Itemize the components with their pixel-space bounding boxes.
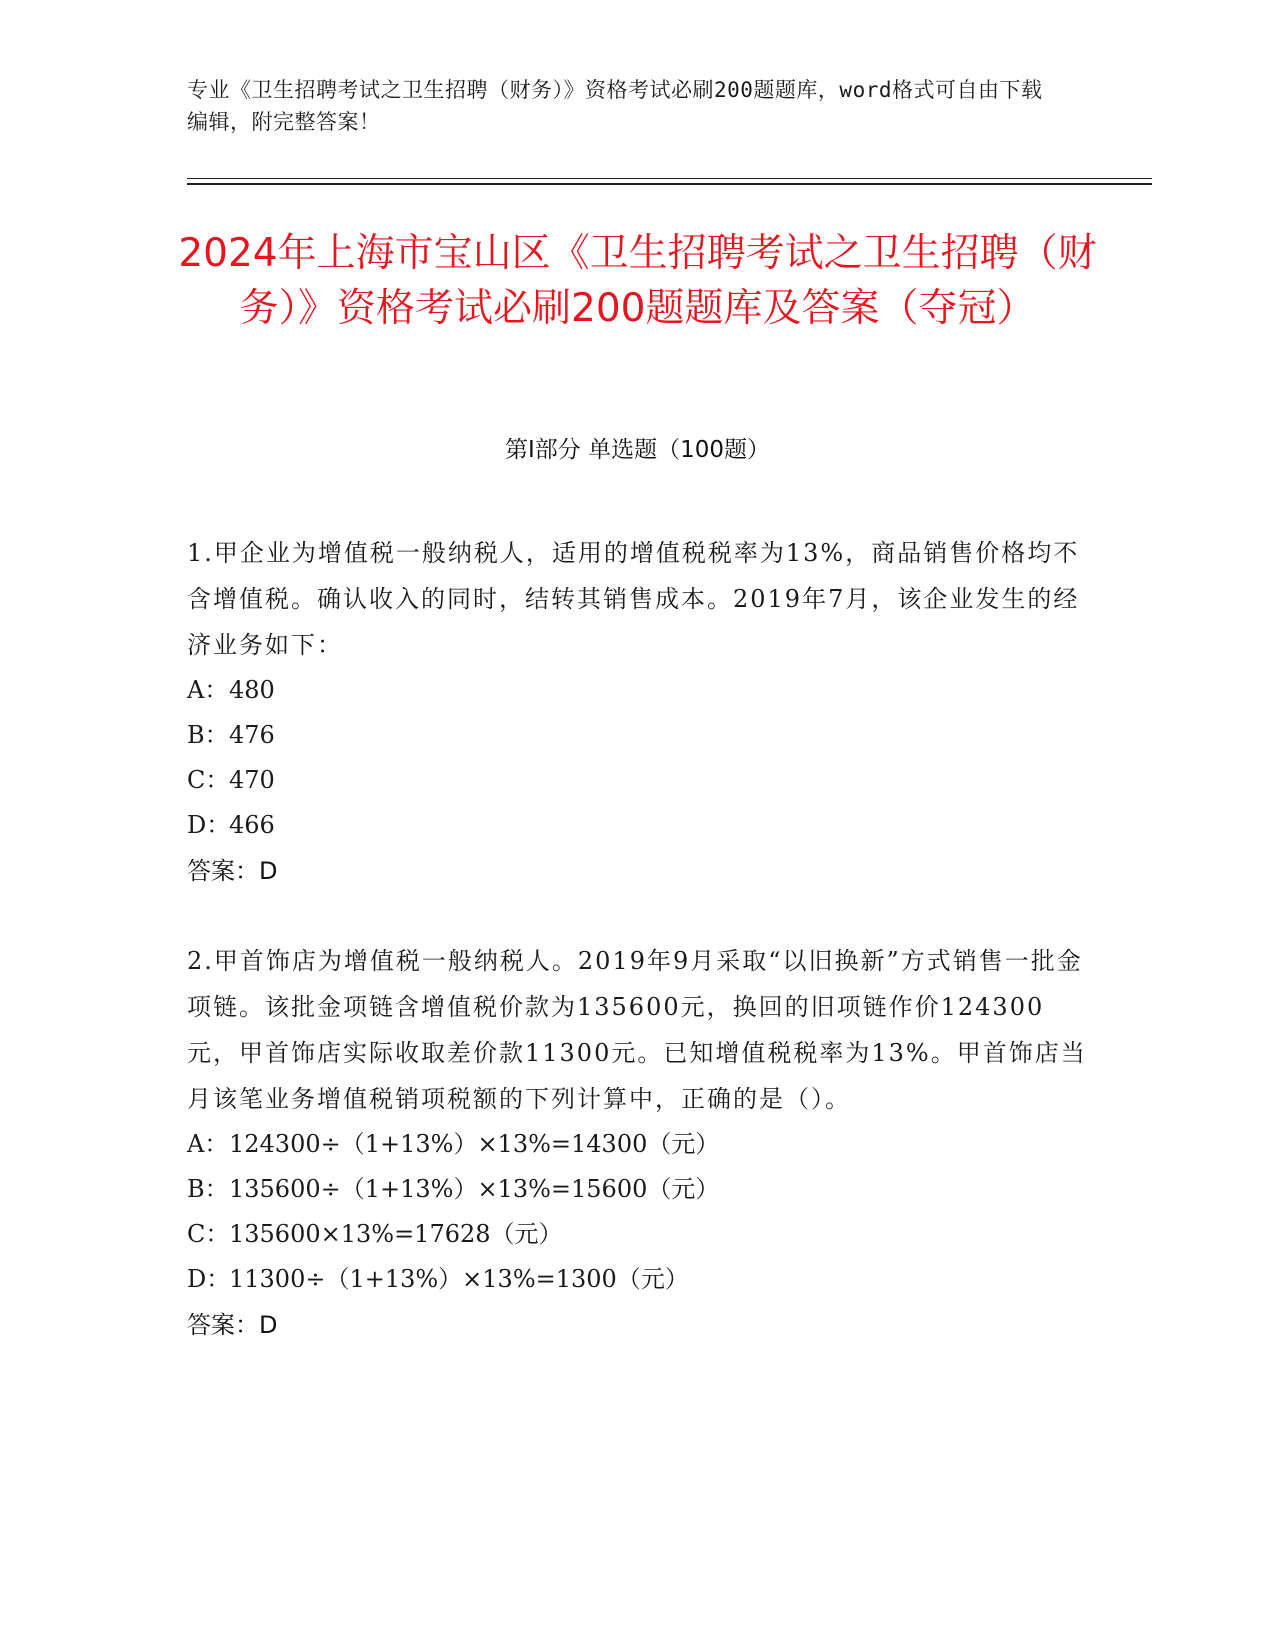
question-text: 1.甲企业为增值税一般纳税人，适用的增值税税率为13%，商品销售价格均不含增值税。确认收入的同时，结转其销售成本。2019年7月，该企业发生的经济业务如下： <box>187 539 1080 659</box>
header-divider-thin <box>187 178 1152 179</box>
answer-line: 答案：D <box>187 857 278 885</box>
option-value: 135600÷（1+13%）×13%=15600（元） <box>229 1175 720 1203</box>
option-a <box>187 668 1087 713</box>
header-divider-thick <box>187 183 1152 185</box>
option-key: D： <box>187 1265 231 1293</box>
answer-line: 答案：D <box>187 1311 278 1339</box>
option-c <box>187 1212 1087 1257</box>
option-d <box>187 1257 1087 1302</box>
option-key: A： <box>187 676 229 704</box>
option-key: A： <box>187 1130 229 1158</box>
option-value: 476 <box>229 721 275 749</box>
option-value: 11300÷（1+13%）×13%=1300（元） <box>229 1265 689 1293</box>
option-key: B： <box>187 721 229 749</box>
option-key: C： <box>187 1220 230 1248</box>
question-text: 2.甲首饰店为增值税一般纳税人。2019年9月采取“以旧换新”方式销售一批金项链。该批金项链含增值税价款为135600元，换回的旧项链作价124300元，甲首饰店实际收取差价款11300元。已知增值税税率为13%。甲首饰店当月该笔业务增值税销项税额的下列计算中，正确的是（）。 <box>187 947 1087 1113</box>
question-2 <box>187 938 1087 1348</box>
option-value: 466 <box>229 811 275 839</box>
option-a <box>187 1122 1087 1167</box>
header-note: 专业《卫生招聘考试之卫生招聘（财务）》资格考试必刷200题题库，word格式可自由下载编辑，附完整答案！ <box>187 78 1043 134</box>
option-value: 124300÷（1+13%）×13%=14300（元） <box>229 1130 720 1158</box>
option-value: 135600×13%=17628（元） <box>229 1220 563 1248</box>
option-b <box>187 1167 1087 1212</box>
question-1 <box>187 530 1087 894</box>
option-key: C： <box>187 766 230 794</box>
option-value: 480 <box>229 676 275 704</box>
document-title: 2024年上海市宝山区《卫生招聘考试之卫生招聘（财务）》资格考试必刷200题题库及答案（夺冠） <box>178 231 1097 331</box>
option-value: 470 <box>229 766 275 794</box>
option-c <box>187 758 1087 803</box>
option-b <box>187 713 1087 758</box>
option-d <box>187 803 1087 848</box>
option-key: D： <box>187 811 231 839</box>
option-key: B： <box>187 1175 229 1203</box>
section-heading: 第I部分 单选题（100题） <box>505 437 770 463</box>
